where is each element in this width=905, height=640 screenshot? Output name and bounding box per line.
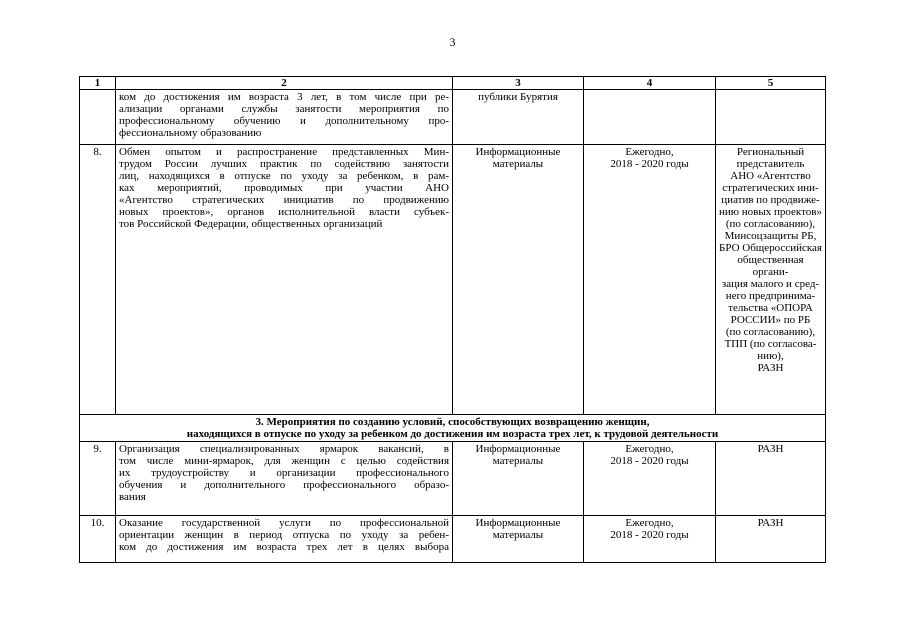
text-line: 2018 - 2020 годы [610,455,689,467]
row-form [453,516,584,563]
text-line: материалы [492,529,544,541]
text-line: обучения и дополнительного профессионального образо- [119,479,449,491]
text-line: представитель [736,158,805,170]
text-line: Оказание государственной услуги по профессиональной [119,517,449,529]
col-header-4: 4 [584,77,716,90]
text-line: Информационные [475,443,561,455]
text-line: Минсоцзащиты РБ, [724,230,817,242]
text-line: новых проектов», органов исполнительной власти субъек- [119,206,449,218]
section-title-line: 3. Мероприятия по созданию условий, способствующих возвращению женщин, [255,416,650,428]
text-line: стратегических ини- [722,182,819,194]
row-form [453,442,584,516]
row-term [584,90,716,145]
text-line: нию), [757,350,784,362]
section-row [80,415,826,442]
header-row [80,77,826,90]
text-line: том числе мини-ярмарок, для женщин с целью содействия [119,455,449,467]
col-header-1: 1 [80,77,116,90]
text-line: Обмен опытом и распространение представленных Мин- [119,146,449,158]
text-line: ТПП (по согласова- [724,338,817,350]
page-number: 3 [449,35,456,49]
row-term [584,516,716,563]
text-line: Ежегодно, [625,146,674,158]
text-line: их трудоустройству и организации профессионального [119,467,449,479]
text-line: «Агентство стратегических инициатив по продвижению [119,194,449,206]
row-number: 8. [80,145,116,415]
text-line: РАЗН [757,517,784,529]
text-line: трудом России лучших практик по содействию занятости [119,158,449,170]
table-row-9 [80,442,826,516]
row-number: 10. [80,516,116,563]
text-line: (по согласованию), [725,326,816,338]
text-line: общественная органи- [737,254,804,278]
row-term [584,145,716,415]
text-line: профессиональному обучению и дополнительному про- [119,115,449,127]
text-line: Организация специализированных ярмарок вакансий, в [119,443,449,455]
text-line: 2018 - 2020 годы [610,158,689,170]
text-line: тов Российской Федерации, общественных организаций [119,218,383,230]
row-description [116,90,453,145]
row-description [116,145,453,415]
col-header-5: 5 [716,77,826,90]
table-row-continuation [80,90,826,145]
table-row-10 [80,516,826,563]
text-line: вания [119,491,146,503]
text-line: РОССИИ» по РБ [730,314,811,326]
text-line: циатив по продвиже- [721,194,820,206]
row-number: 9. [80,442,116,516]
text-line: нию новых проектов» [719,206,822,218]
text-line: ориентации женщин в период отпуска по уходу за ребен- [119,529,449,541]
row-term [584,442,716,516]
row-form [453,90,584,145]
text-line: БРО Общероссийская [719,242,822,254]
text-line: зация малого и сред- [721,278,820,290]
col-header-2: 2 [116,77,453,90]
text-line: ком до достижения им возраста трех лет в целях выбора [119,541,449,553]
text-line: материалы [492,158,544,170]
text-line: тельства «ОПОРА [728,302,813,314]
text-line: ках мероприятий, проводимых при участии АНО [119,182,449,194]
text-line: него предпринима- [725,290,816,302]
text-line: материалы [492,455,544,467]
measures-table [79,76,826,563]
text-line: (по согласованию), [725,218,816,230]
col-header-3: 3 [453,77,584,90]
text-line: фессиональному образованию [119,127,262,139]
text-line: Региональный [736,146,805,158]
row-responsible [716,516,826,563]
text-line: публики Бурятия [478,91,558,103]
row-form [453,145,584,415]
table-row-8 [80,145,826,415]
row-description [116,442,453,516]
text-line: лиц, находящихся в отпуске по уходу за ребенком, в рам- [119,170,449,182]
section-title-line: находящихся в отпуске по уходу за ребенком до достижения им возраста трех лет, к трудовой деятельности [186,428,719,440]
text-line: ком до достижения им возраста 3 лет, в том числе при ре- [119,91,449,103]
row-responsible [716,442,826,516]
text-line: ализации органами службы занятости мероприятия по [119,103,449,115]
row-description [116,516,453,563]
text-line: АНО «Агентство [730,170,811,182]
text-line: Ежегодно, [625,443,674,455]
row-responsible [716,90,826,145]
row-responsible [716,145,826,415]
text-line: 2018 - 2020 годы [610,529,689,541]
row-number [80,90,116,145]
text-line: Информационные [475,146,561,158]
text-line: Ежегодно, [625,517,674,529]
text-line: Информационные [475,517,561,529]
text-line: РАЗН [757,362,784,374]
section-title [80,415,826,442]
text-line: РАЗН [757,443,784,455]
